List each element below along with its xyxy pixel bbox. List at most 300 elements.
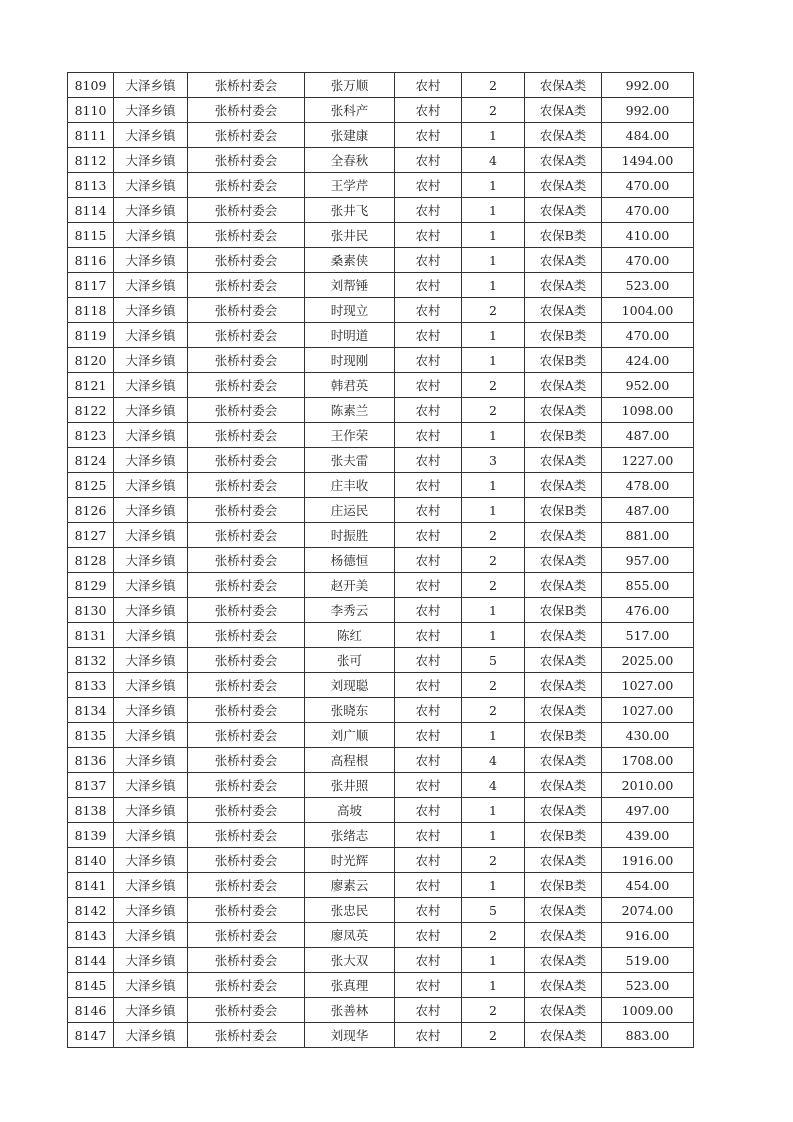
person-name-cell: 时光辉: [305, 848, 395, 873]
table-row: [68, 673, 694, 698]
insurance-category-cell: 农保A类: [525, 248, 602, 273]
row-number-cell: 8128: [68, 548, 114, 573]
amount-cell: 454.00: [602, 873, 694, 898]
table-body: [68, 73, 694, 1048]
village-committee-cell: 张桥村委会: [188, 723, 305, 748]
table-row: [68, 398, 694, 423]
amount-cell: 470.00: [602, 248, 694, 273]
area-type-cell: 农村: [395, 823, 462, 848]
village-committee-cell: 张桥村委会: [188, 998, 305, 1023]
person-name-cell: 张万顺: [305, 73, 395, 98]
township-cell: 大泽乡镇: [114, 598, 188, 623]
amount-cell: 487.00: [602, 498, 694, 523]
person-name-cell: 张晓东: [305, 698, 395, 723]
table-row: [68, 998, 694, 1023]
area-type-cell: 农村: [395, 423, 462, 448]
table-row: [68, 548, 694, 573]
table-row: [68, 648, 694, 673]
row-number-cell: 8139: [68, 823, 114, 848]
person-name-cell: 杨德恒: [305, 548, 395, 573]
person-name-cell: 桑素侠: [305, 248, 395, 273]
amount-cell: 992.00: [602, 98, 694, 123]
table-row: [68, 623, 694, 648]
person-name-cell: 张忠民: [305, 898, 395, 923]
amount-cell: 1708.00: [602, 748, 694, 773]
table-row: [68, 698, 694, 723]
insurance-category-cell: 农保A类: [525, 973, 602, 998]
row-number-cell: 8110: [68, 98, 114, 123]
insurance-category-cell: 农保A类: [525, 673, 602, 698]
township-cell: 大泽乡镇: [114, 548, 188, 573]
area-type-cell: 农村: [395, 623, 462, 648]
village-committee-cell: 张桥村委会: [188, 848, 305, 873]
area-type-cell: 农村: [395, 448, 462, 473]
area-type-cell: 农村: [395, 148, 462, 173]
area-type-cell: 农村: [395, 273, 462, 298]
row-number-cell: 8137: [68, 773, 114, 798]
insurance-category-cell: 农保A类: [525, 173, 602, 198]
township-cell: 大泽乡镇: [114, 248, 188, 273]
township-cell: 大泽乡镇: [114, 198, 188, 223]
household-count-cell: 1: [462, 798, 525, 823]
township-cell: 大泽乡镇: [114, 98, 188, 123]
area-type-cell: 农村: [395, 548, 462, 573]
household-count-cell: 2: [462, 698, 525, 723]
area-type-cell: 农村: [395, 223, 462, 248]
amount-cell: 1027.00: [602, 673, 694, 698]
household-count-cell: 1: [462, 498, 525, 523]
table-row: [68, 448, 694, 473]
amount-cell: 476.00: [602, 598, 694, 623]
person-name-cell: 全春秋: [305, 148, 395, 173]
insurance-category-cell: 农保A类: [525, 1023, 602, 1048]
township-cell: 大泽乡镇: [114, 573, 188, 598]
amount-cell: 855.00: [602, 573, 694, 598]
township-cell: 大泽乡镇: [114, 473, 188, 498]
household-count-cell: 1: [462, 873, 525, 898]
row-number-cell: 8114: [68, 198, 114, 223]
household-count-cell: 2: [462, 298, 525, 323]
amount-cell: 517.00: [602, 623, 694, 648]
insurance-category-cell: 农保B类: [525, 223, 602, 248]
insurance-category-cell: 农保A类: [525, 123, 602, 148]
amount-cell: 1494.00: [602, 148, 694, 173]
household-count-cell: 4: [462, 748, 525, 773]
insurance-category-cell: 农保B类: [525, 723, 602, 748]
township-cell: 大泽乡镇: [114, 223, 188, 248]
amount-cell: 883.00: [602, 1023, 694, 1048]
area-type-cell: 农村: [395, 973, 462, 998]
table-row: [68, 273, 694, 298]
village-committee-cell: 张桥村委会: [188, 123, 305, 148]
person-name-cell: 刘帮锤: [305, 273, 395, 298]
township-cell: 大泽乡镇: [114, 948, 188, 973]
insurance-category-cell: 农保A类: [525, 148, 602, 173]
row-number-cell: 8136: [68, 748, 114, 773]
township-cell: 大泽乡镇: [114, 523, 188, 548]
person-name-cell: 张可: [305, 648, 395, 673]
row-number-cell: 8142: [68, 898, 114, 923]
table-row: [68, 723, 694, 748]
area-type-cell: 农村: [395, 523, 462, 548]
table-row: [68, 248, 694, 273]
area-type-cell: 农村: [395, 598, 462, 623]
township-cell: 大泽乡镇: [114, 848, 188, 873]
row-number-cell: 8130: [68, 598, 114, 623]
table-row: [68, 973, 694, 998]
row-number-cell: 8122: [68, 398, 114, 423]
insurance-category-cell: 农保A类: [525, 623, 602, 648]
township-cell: 大泽乡镇: [114, 998, 188, 1023]
amount-cell: 470.00: [602, 323, 694, 348]
village-committee-cell: 张桥村委会: [188, 373, 305, 398]
row-number-cell: 8124: [68, 448, 114, 473]
household-count-cell: 1: [462, 948, 525, 973]
table-row: [68, 898, 694, 923]
table-row: [68, 848, 694, 873]
village-committee-cell: 张桥村委会: [188, 498, 305, 523]
village-committee-cell: 张桥村委会: [188, 548, 305, 573]
township-cell: 大泽乡镇: [114, 498, 188, 523]
area-type-cell: 农村: [395, 673, 462, 698]
area-type-cell: 农村: [395, 698, 462, 723]
household-count-cell: 2: [462, 98, 525, 123]
township-cell: 大泽乡镇: [114, 623, 188, 648]
person-name-cell: 时明道: [305, 323, 395, 348]
amount-cell: 430.00: [602, 723, 694, 748]
insurance-category-cell: 农保A类: [525, 898, 602, 923]
table-row: [68, 598, 694, 623]
insurance-category-cell: 农保A类: [525, 448, 602, 473]
insurance-category-cell: 农保A类: [525, 948, 602, 973]
township-cell: 大泽乡镇: [114, 173, 188, 198]
village-committee-cell: 张桥村委会: [188, 298, 305, 323]
person-name-cell: 张井民: [305, 223, 395, 248]
row-number-cell: 8121: [68, 373, 114, 398]
township-cell: 大泽乡镇: [114, 123, 188, 148]
insurance-category-cell: 农保A类: [525, 648, 602, 673]
person-name-cell: 张真理: [305, 973, 395, 998]
insurance-category-cell: 农保A类: [525, 773, 602, 798]
township-cell: 大泽乡镇: [114, 448, 188, 473]
insurance-category-cell: 农保A类: [525, 398, 602, 423]
village-committee-cell: 张桥村委会: [188, 898, 305, 923]
area-type-cell: 农村: [395, 998, 462, 1023]
insurance-category-cell: 农保A类: [525, 373, 602, 398]
area-type-cell: 农村: [395, 73, 462, 98]
amount-cell: 992.00: [602, 73, 694, 98]
insurance-category-cell: 农保A类: [525, 798, 602, 823]
township-cell: 大泽乡镇: [114, 398, 188, 423]
row-number-cell: 8145: [68, 973, 114, 998]
person-name-cell: 时现刚: [305, 348, 395, 373]
township-cell: 大泽乡镇: [114, 773, 188, 798]
table-row: [68, 473, 694, 498]
amount-cell: 1098.00: [602, 398, 694, 423]
household-count-cell: 2: [462, 673, 525, 698]
household-count-cell: 1: [462, 248, 525, 273]
village-committee-cell: 张桥村委会: [188, 348, 305, 373]
amount-cell: 497.00: [602, 798, 694, 823]
insurance-category-cell: 农保A类: [525, 698, 602, 723]
row-number-cell: 8131: [68, 623, 114, 648]
household-count-cell: 2: [462, 523, 525, 548]
village-committee-cell: 张桥村委会: [188, 598, 305, 623]
person-name-cell: 韩君英: [305, 373, 395, 398]
amount-cell: 484.00: [602, 123, 694, 148]
area-type-cell: 农村: [395, 98, 462, 123]
amount-cell: 2025.00: [602, 648, 694, 673]
insurance-category-cell: 农保A类: [525, 573, 602, 598]
township-cell: 大泽乡镇: [114, 673, 188, 698]
person-name-cell: 张夫雷: [305, 448, 395, 473]
amount-cell: 1916.00: [602, 848, 694, 873]
village-committee-cell: 张桥村委会: [188, 273, 305, 298]
household-count-cell: 3: [462, 448, 525, 473]
row-number-cell: 8129: [68, 573, 114, 598]
area-type-cell: 农村: [395, 248, 462, 273]
row-number-cell: 8143: [68, 923, 114, 948]
row-number-cell: 8109: [68, 73, 114, 98]
person-name-cell: 廖凤英: [305, 923, 395, 948]
area-type-cell: 农村: [395, 298, 462, 323]
person-name-cell: 陈素兰: [305, 398, 395, 423]
area-type-cell: 农村: [395, 573, 462, 598]
household-count-cell: 2: [462, 848, 525, 873]
township-cell: 大泽乡镇: [114, 323, 188, 348]
table-row: [68, 298, 694, 323]
insurance-category-cell: 农保B类: [525, 348, 602, 373]
amount-cell: 957.00: [602, 548, 694, 573]
township-cell: 大泽乡镇: [114, 823, 188, 848]
household-count-cell: 2: [462, 998, 525, 1023]
row-number-cell: 8125: [68, 473, 114, 498]
household-count-cell: 5: [462, 898, 525, 923]
village-committee-cell: 张桥村委会: [188, 748, 305, 773]
insurance-category-cell: 农保A类: [525, 998, 602, 1023]
row-number-cell: 8120: [68, 348, 114, 373]
area-type-cell: 农村: [395, 748, 462, 773]
village-committee-cell: 张桥村委会: [188, 823, 305, 848]
area-type-cell: 农村: [395, 473, 462, 498]
amount-cell: 916.00: [602, 923, 694, 948]
household-count-cell: 2: [462, 923, 525, 948]
row-number-cell: 8113: [68, 173, 114, 198]
amount-cell: 519.00: [602, 948, 694, 973]
row-number-cell: 8132: [68, 648, 114, 673]
insurance-category-cell: 农保A类: [525, 198, 602, 223]
village-committee-cell: 张桥村委会: [188, 798, 305, 823]
household-count-cell: 1: [462, 823, 525, 848]
village-committee-cell: 张桥村委会: [188, 873, 305, 898]
insurance-category-cell: 农保A类: [525, 298, 602, 323]
insurance-category-cell: 农保A类: [525, 98, 602, 123]
household-count-cell: 2: [462, 1023, 525, 1048]
row-number-cell: 8119: [68, 323, 114, 348]
household-count-cell: 5: [462, 648, 525, 673]
table-row: [68, 798, 694, 823]
household-count-cell: 2: [462, 573, 525, 598]
person-name-cell: 高坡: [305, 798, 395, 823]
household-count-cell: 4: [462, 773, 525, 798]
table-row: [68, 323, 694, 348]
insurance-category-cell: 农保A类: [525, 273, 602, 298]
village-committee-cell: 张桥村委会: [188, 223, 305, 248]
person-name-cell: 刘现华: [305, 1023, 395, 1048]
household-count-cell: 1: [462, 423, 525, 448]
amount-cell: 1004.00: [602, 298, 694, 323]
table-row: [68, 773, 694, 798]
village-committee-cell: 张桥村委会: [188, 148, 305, 173]
amount-cell: 439.00: [602, 823, 694, 848]
village-committee-cell: 张桥村委会: [188, 948, 305, 973]
row-number-cell: 8123: [68, 423, 114, 448]
area-type-cell: 农村: [395, 923, 462, 948]
township-cell: 大泽乡镇: [114, 273, 188, 298]
person-name-cell: 张绪志: [305, 823, 395, 848]
insurance-category-cell: 农保A类: [525, 548, 602, 573]
village-committee-cell: 张桥村委会: [188, 923, 305, 948]
row-number-cell: 8141: [68, 873, 114, 898]
row-number-cell: 8140: [68, 848, 114, 873]
area-type-cell: 农村: [395, 798, 462, 823]
village-committee-cell: 张桥村委会: [188, 648, 305, 673]
table-row: [68, 873, 694, 898]
household-count-cell: 1: [462, 473, 525, 498]
row-number-cell: 8135: [68, 723, 114, 748]
amount-cell: 424.00: [602, 348, 694, 373]
household-count-cell: 1: [462, 723, 525, 748]
row-number-cell: 8115: [68, 223, 114, 248]
row-number-cell: 8126: [68, 498, 114, 523]
table-row: [68, 498, 694, 523]
person-name-cell: 时振胜: [305, 523, 395, 548]
household-count-cell: 2: [462, 548, 525, 573]
amount-cell: 523.00: [602, 273, 694, 298]
person-name-cell: 刘广顺: [305, 723, 395, 748]
township-cell: 大泽乡镇: [114, 748, 188, 773]
person-name-cell: 陈红: [305, 623, 395, 648]
township-cell: 大泽乡镇: [114, 873, 188, 898]
table-row: [68, 573, 694, 598]
table-row: [68, 423, 694, 448]
amount-cell: 470.00: [602, 173, 694, 198]
person-name-cell: 张善林: [305, 998, 395, 1023]
area-type-cell: 农村: [395, 123, 462, 148]
township-cell: 大泽乡镇: [114, 923, 188, 948]
township-cell: 大泽乡镇: [114, 723, 188, 748]
amount-cell: 881.00: [602, 523, 694, 548]
insurance-category-cell: 农保B类: [525, 598, 602, 623]
table-row: [68, 373, 694, 398]
village-committee-cell: 张桥村委会: [188, 473, 305, 498]
row-number-cell: 8112: [68, 148, 114, 173]
village-committee-cell: 张桥村委会: [188, 398, 305, 423]
insurance-category-cell: 农保B类: [525, 498, 602, 523]
village-committee-cell: 张桥村委会: [188, 423, 305, 448]
village-committee-cell: 张桥村委会: [188, 623, 305, 648]
village-committee-cell: 张桥村委会: [188, 673, 305, 698]
insurance-category-cell: 农保A类: [525, 523, 602, 548]
person-name-cell: 赵开美: [305, 573, 395, 598]
table-row: [68, 823, 694, 848]
household-count-cell: 1: [462, 173, 525, 198]
amount-cell: 1027.00: [602, 698, 694, 723]
village-committee-cell: 张桥村委会: [188, 323, 305, 348]
table-row: [68, 173, 694, 198]
table-row: [68, 948, 694, 973]
table-row: [68, 748, 694, 773]
household-count-cell: 4: [462, 148, 525, 173]
area-type-cell: 农村: [395, 498, 462, 523]
township-cell: 大泽乡镇: [114, 648, 188, 673]
insurance-category-cell: 农保A类: [525, 923, 602, 948]
township-cell: 大泽乡镇: [114, 348, 188, 373]
area-type-cell: 农村: [395, 648, 462, 673]
village-committee-cell: 张桥村委会: [188, 173, 305, 198]
household-count-cell: 1: [462, 623, 525, 648]
household-count-cell: 1: [462, 223, 525, 248]
village-committee-cell: 张桥村委会: [188, 973, 305, 998]
person-name-cell: 庄运民: [305, 498, 395, 523]
person-name-cell: 张大双: [305, 948, 395, 973]
insurance-category-cell: 农保A类: [525, 73, 602, 98]
area-type-cell: 农村: [395, 773, 462, 798]
area-type-cell: 农村: [395, 373, 462, 398]
household-count-cell: 1: [462, 123, 525, 148]
person-name-cell: 张建康: [305, 123, 395, 148]
table-row: [68, 923, 694, 948]
village-committee-cell: 张桥村委会: [188, 248, 305, 273]
area-type-cell: 农村: [395, 898, 462, 923]
household-count-cell: 2: [462, 373, 525, 398]
township-cell: 大泽乡镇: [114, 973, 188, 998]
row-number-cell: 8133: [68, 673, 114, 698]
household-count-cell: 2: [462, 398, 525, 423]
area-type-cell: 农村: [395, 323, 462, 348]
insurance-category-cell: 农保B类: [525, 823, 602, 848]
person-name-cell: 时现立: [305, 298, 395, 323]
person-name-cell: 刘现聪: [305, 673, 395, 698]
area-type-cell: 农村: [395, 723, 462, 748]
household-count-cell: 1: [462, 198, 525, 223]
area-type-cell: 农村: [395, 198, 462, 223]
insurance-category-cell: 农保A类: [525, 748, 602, 773]
village-committee-cell: 张桥村委会: [188, 773, 305, 798]
area-type-cell: 农村: [395, 848, 462, 873]
township-cell: 大泽乡镇: [114, 423, 188, 448]
subsidy-table: [67, 72, 694, 1048]
village-committee-cell: 张桥村委会: [188, 1023, 305, 1048]
row-number-cell: 8118: [68, 298, 114, 323]
row-number-cell: 8116: [68, 248, 114, 273]
amount-cell: 523.00: [602, 973, 694, 998]
township-cell: 大泽乡镇: [114, 898, 188, 923]
insurance-category-cell: 农保A类: [525, 848, 602, 873]
table-row: [68, 348, 694, 373]
village-committee-cell: 张桥村委会: [188, 523, 305, 548]
row-number-cell: 8146: [68, 998, 114, 1023]
village-committee-cell: 张桥村委会: [188, 98, 305, 123]
table-row: [68, 148, 694, 173]
row-number-cell: 8147: [68, 1023, 114, 1048]
township-cell: 大泽乡镇: [114, 1023, 188, 1048]
village-committee-cell: 张桥村委会: [188, 698, 305, 723]
township-cell: 大泽乡镇: [114, 373, 188, 398]
village-committee-cell: 张桥村委会: [188, 448, 305, 473]
amount-cell: 487.00: [602, 423, 694, 448]
area-type-cell: 农村: [395, 1023, 462, 1048]
